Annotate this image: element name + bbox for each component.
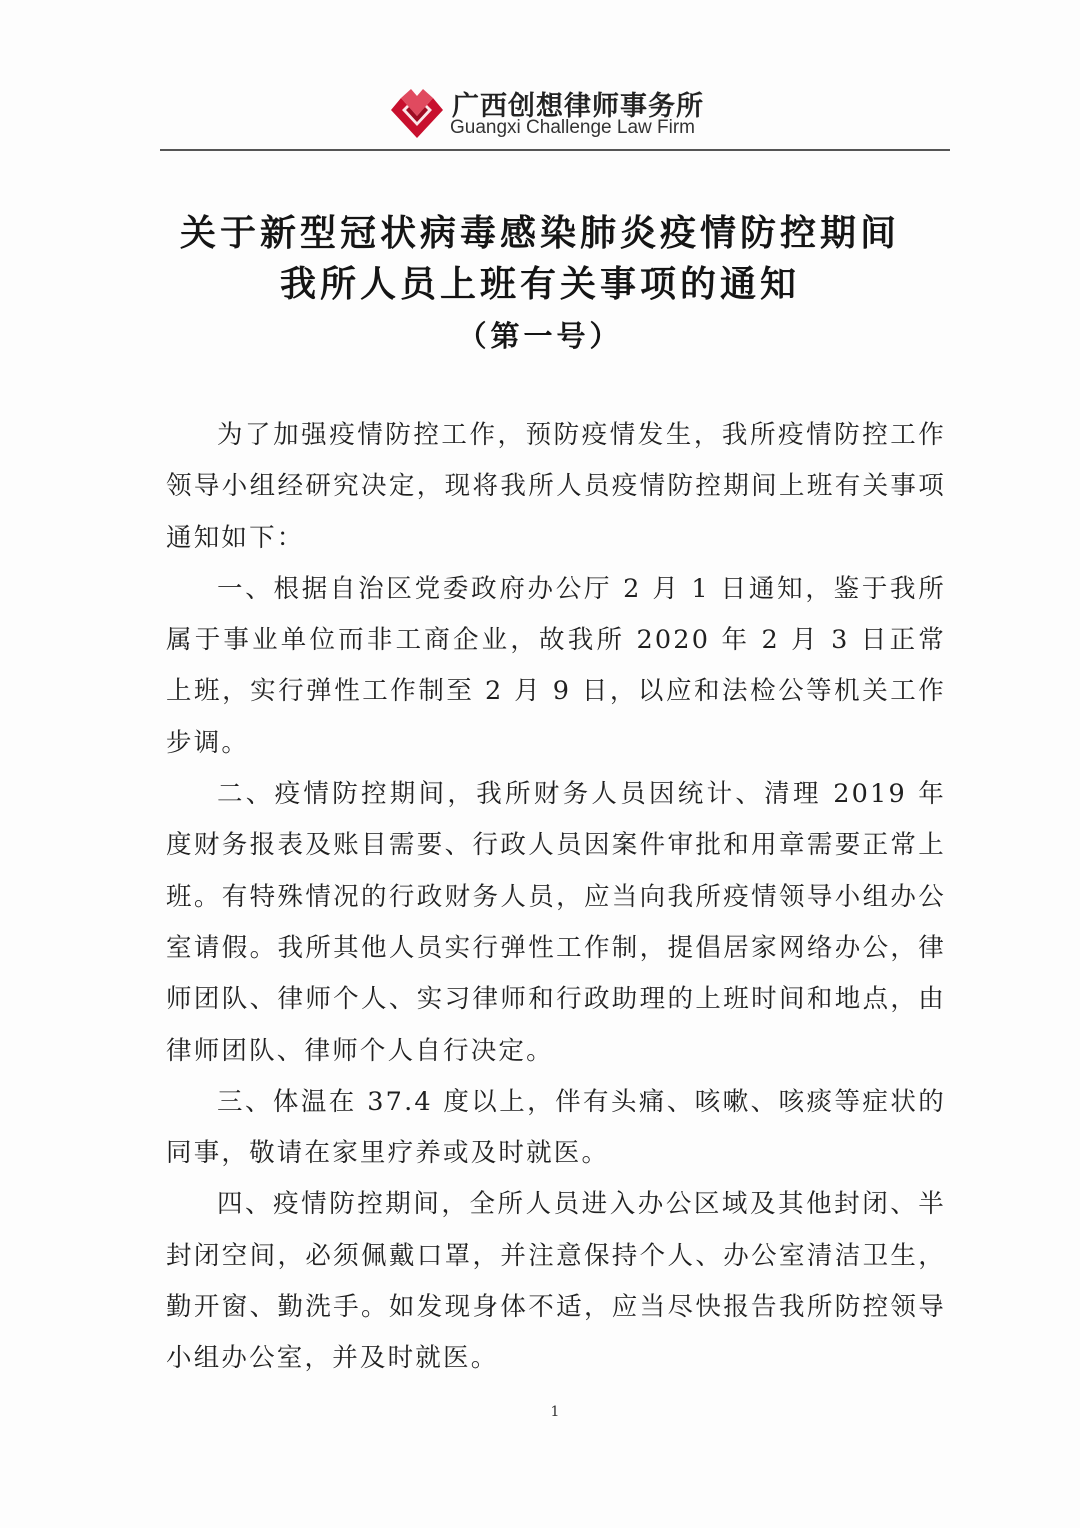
intro-paragraph: 为了加强疫情防控工作，预防疫情发生，我所疫情防控工作领导小组经研究决定，现将我所人员疫情防控期间上班有关事项通知如下： (166, 420, 946, 553)
firm-name-chinese: 广西创想律师事务所 (452, 91, 704, 122)
notice-body (166, 410, 946, 1385)
notice-title-line-1: 关于新型冠状病毒感染肺炎疫情防控期间 (179, 212, 900, 254)
item-3-paragraph: 三、体温在 37.4 度以上，伴有头痛、咳嗽、咳痰等症状的同事，敬请在家里疗养或及时就医。 (166, 1086, 946, 1169)
notice-number: （第一号） (457, 319, 623, 353)
item-1-paragraph: 一、根据自治区党委政府办公厅 2 月 1 日通知，鉴于我所属于事业单位而非工商企业，故我所 2020 年 2 月 3 日正常上班，实行弹性工作制至 2 月 9 日，以应和法检公等机关工作步调。 (166, 573, 946, 758)
item-2-paragraph: 二、疫情防控期间，我所财务人员因统计、清理 2019 年度财务报表及账目需要、行政人员因案件审批和用章需要正常上班。有特殊情况的行政财务人员，应当向我所疫情领导小组办公室请假。我所其他人员实行弹性工作制，提倡居家网络办公，律师团队、律师个人、实习律师和行政助理的上班时间和地点，由律师团队、律师个人自行决定。 (166, 779, 946, 1066)
law-firm-logo-icon (388, 86, 446, 140)
item-4-paragraph: 四、疫情防控期间，全所人员进入办公区域及其他封闭、半封闭空间，必须佩戴口罩，并注意保持个人、办公室清洁卫生，勤开窗、勤洗手。如发现身体不适，应当尽快报告我所防控领导小组办公室，并及时就医。 (166, 1189, 946, 1374)
letterhead (388, 84, 768, 144)
notice-title-line-2: 我所人员上班有关事项的通知 (279, 263, 800, 305)
header-divider (160, 149, 950, 151)
firm-name-english: Guangxi Challenge Law Firm (450, 117, 696, 138)
page-number: 1 (550, 1404, 560, 1420)
